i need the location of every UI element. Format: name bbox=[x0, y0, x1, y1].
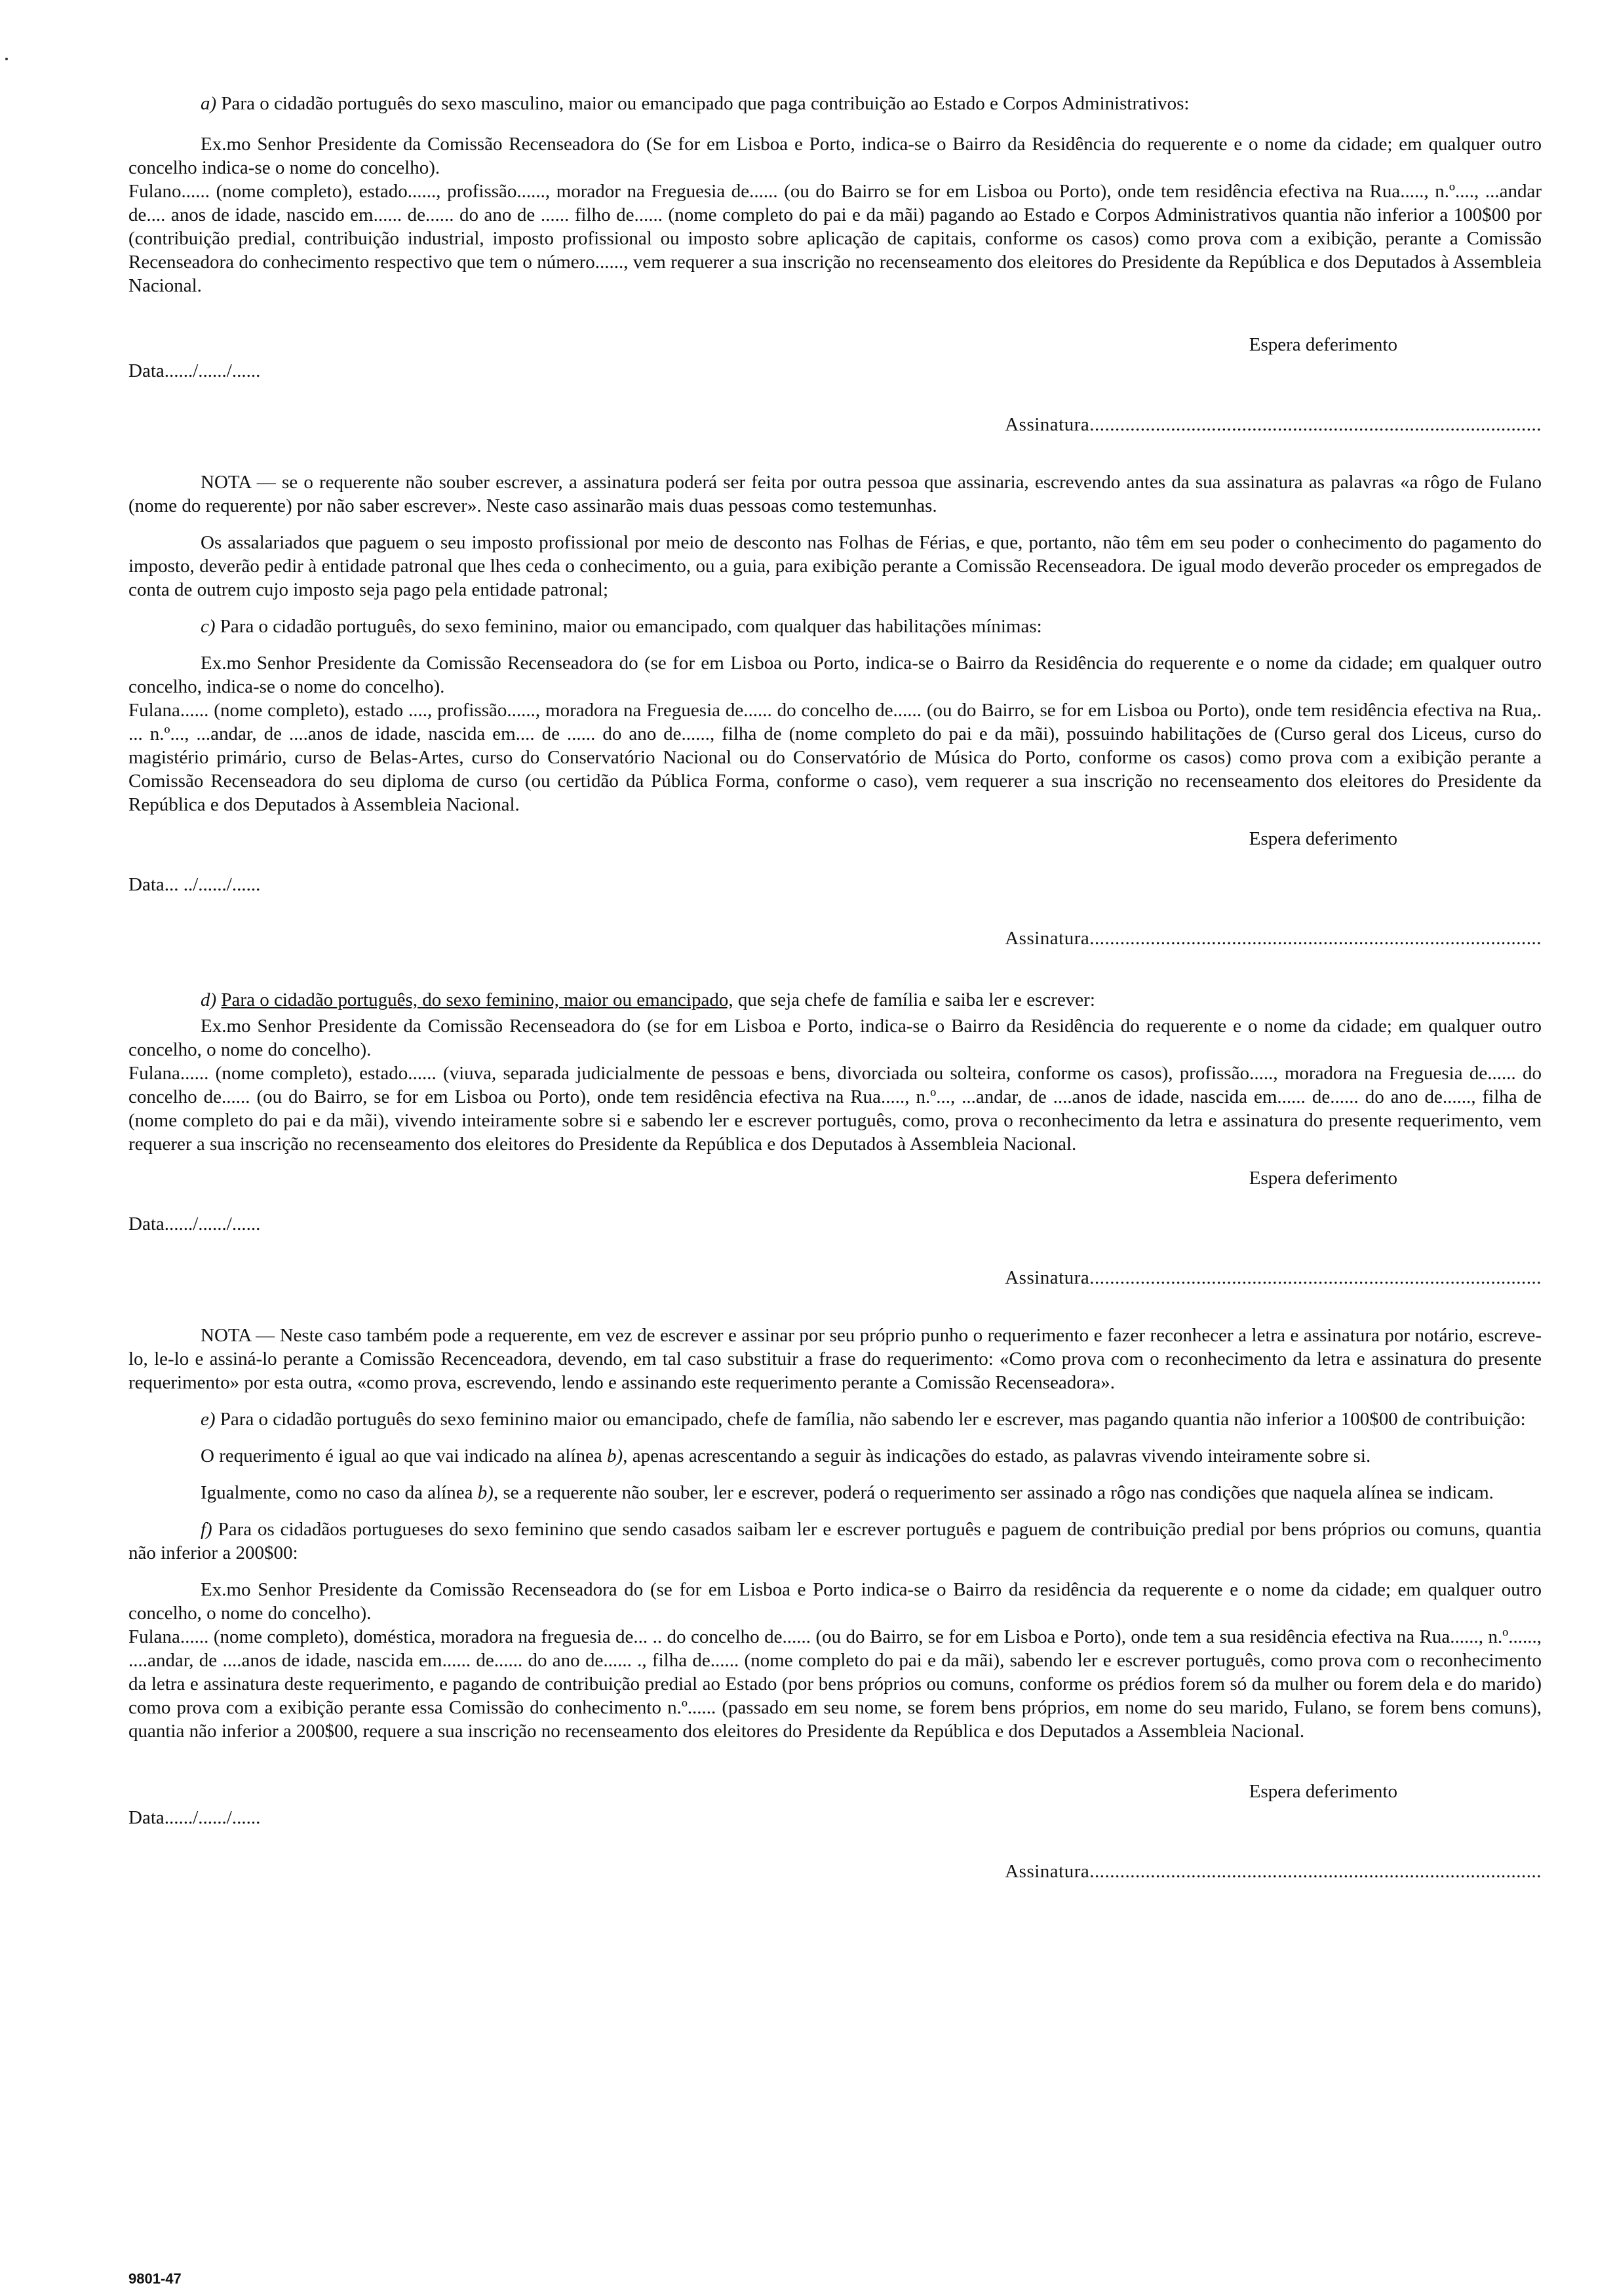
section-a-data: Data....../....../...... bbox=[128, 360, 261, 381]
section-d-heading-underlined: Para o cidadão português, do sexo feminino, maior ou emancipado, bbox=[221, 989, 733, 1010]
section-e-body1-a: O requerimento é igual ao que vai indicado na alínea bbox=[201, 1445, 608, 1466]
section-d-data: Data....../....../...... bbox=[128, 1214, 261, 1234]
section-a-letter: a) bbox=[201, 93, 217, 114]
section-a-address: Ex.mo Senhor Presidente da Comissão Recenseadora do (Se for em Lisboa e Porto, indica-se o Bairro da Residência do requerente e o nome da cidade; em qualquer outro concelho indica-se o nome do concelho). bbox=[128, 134, 1542, 178]
section-f-letter: f) bbox=[201, 1519, 212, 1540]
section-e-body1-b: , apenas acrescentando a seguir às indicações do estado, as palavras vivendo inteiramente sobre si. bbox=[623, 1445, 1371, 1466]
section-d-heading bbox=[128, 988, 1542, 1012]
section-d-espera: Espera deferimento bbox=[1249, 1168, 1397, 1189]
section-f-heading bbox=[128, 1518, 1542, 1565]
section-e bbox=[128, 1407, 1542, 1504]
section-c-heading bbox=[128, 615, 1542, 638]
section-a-heading bbox=[128, 92, 1542, 115]
section-c-letter: c) bbox=[201, 616, 216, 637]
section-a-heading-text: Para o cidadão português do sexo masculino, maior ou emancipado que paga contribuição ao Estado e Corpos Administrativos: bbox=[221, 93, 1190, 114]
section-c-espera: Espera deferimento bbox=[1249, 828, 1397, 849]
document-page bbox=[128, 92, 1542, 1883]
section-d-body: Fulana...... (nome completo), estado...... (viuva, separada judicialmente de pessoas e bens, divorciada ou solteira, conforme os casos), profissão....., moradora na Freguesia de...... do concelho de...... (ou do Bairro, se for em Lisboa ou Porto), onde tem residência efectiva na Rua....., n.º..., ...andar, de ....anos de idade, nascida em...... de...... do ano de......, filha de (nome completo do pai e da mãi), vivendo inteiramente sobre si e sabendo ler e escrever português, como, prova o reconhecimento da letra e assinatura do presente requerimento, vem requerer a sua inscrição no recenseamento dos eleitores do Presidente da República e dos Deputados à Assembleia Nacional. bbox=[128, 1063, 1542, 1155]
section-a-nota: NOTA — se o requerente não souber escrever, a assinatura poderá ser feita por outra pessoa que assinaria, escrevendo antes da sua assinatura as palavras «a rôgo de Fulano (nome do requerente) por não saber escrever». Neste caso assinarão mais duas pessoas como testemunhas. bbox=[128, 472, 1542, 516]
section-f-heading-text: Para os cidadãos portugueses do sexo feminino que sendo casados saibam ler e escrever português e paguem de contribuição predial por bens próprios ou comuns, quantia não inferior a 200$00: bbox=[128, 1519, 1542, 1563]
section-f-address: Ex.mo Senhor Presidente da Comissão Recenseadora do (se for em Lisboa e Porto indica-se o Bairro da residência da requerente e o nome da cidade; em qualquer outro concelho, o nome do concelho). bbox=[128, 1579, 1542, 1624]
section-e-body1-ref: b) bbox=[607, 1445, 623, 1466]
section-c-body: Fulana...... (nome completo), estado ...., profissão......, moradora na Freguesia de...... do concelho de...... (ou do Bairro, se for em Lisboa ou Porto), onde tem residência efectiva na Rua,. ... n.º..., ...andar, de ....anos de idade, nascida em.... de ...... do ano de......, filha de (nome completo do pai e da mãi), possuindo habilitações de (Curso geral dos Liceus, curso do magistério primário, curso de Belas-Artes, curso do Conservatório Nacional ou do Conservatório de Música do Porto, conforme os casos) como prova com a exibição perante a Comissão Recenseadora do seu diploma de curso (ou certidão da Pública Forma, conforme o caso), vem requerer a sua inscrição no recenseamento dos eleitores do Presidente da República e dos Deputados à Assembleia Nacional. bbox=[128, 700, 1542, 815]
section-c-data: Data... ../....../...... bbox=[128, 874, 261, 895]
section-c-assinatura: Assinatura......................................................................................... bbox=[1005, 928, 1542, 949]
section-a-espera: Espera deferimento bbox=[1249, 334, 1397, 355]
section-f-assinatura: Assinatura......................................................................................... bbox=[1005, 1861, 1542, 1882]
section-f-data: Data....../....../...... bbox=[128, 1807, 261, 1828]
section-a-body: Fulano...... (nome completo), estado......, profissão......, morador na Freguesia de...... (ou do Bairro se for em Lisboa ou Porto), onde tem residência efectiva na Rua....., n.º...., ...andar de.... anos de idade, nascido em...... de...... do ano de ...... filho de...... (nome completo do pai e da mãi) pagando ao Estado e Corpos Administrativos quantia não inferior a 100$00 por (contribuição predial, contribuição industrial, imposto profissional ou imposto sobre aplicação de capitais, conforme os casos) como prova com a exibição, perante a Comissão Recenseadora do conhecimento respectivo que tem o número......, vem requerer a sua inscrição no recenseamento dos eleitores do Presidente da República e dos Deputados à Assembleia Nacional. bbox=[128, 181, 1542, 296]
section-e-heading bbox=[128, 1407, 1542, 1431]
section-e-body2-ref: b) bbox=[477, 1482, 494, 1503]
section-f-body: Fulana...... (nome completo), doméstica, moradora na freguesia de... .. do concelho de...... (ou do Bairro, se for em Lisboa e Porto), onde tem a sua residência efectiva na Rua......, n.º......, ....andar, de ....anos de idade, nascida em...... de...... do ano de...... ., filha de...... (nome completo do pai e da mãi), sabendo ler e escrever português, como prova com o reconhecimento da letra e assinatura deste requerimento, e pagando de contribuição predial ao Estado (por bens próprios ou comuns, conforme os prédios forem só da mulher ou forem dela e do marido) como prova com a exibição perante essa Comissão do conhecimento n.º...... (passado em seu nome, se forem bens próprios, em nome do seu marido, Fulano, se forem bens comuns), quantia não inferior a 200$00, requere a sua inscrição no recenseamento dos eleitores do Presidente da República e dos Deputados a Assembleia Nacional. bbox=[128, 1626, 1542, 1742]
section-d-assinatura: Assinatura......................................................................................... bbox=[1005, 1267, 1542, 1288]
section-d-address: Ex.mo Senhor Presidente da Comissão Recenseadora do (se for em Lisboa e Porto, indica-se o Bairro da Residência do requerente e o nome da cidade; em qualquer outro concelho, o nome do concelho). bbox=[128, 1016, 1542, 1060]
section-a-assinatura: Assinatura......................................................................................... bbox=[1005, 414, 1542, 435]
section-f bbox=[128, 1518, 1542, 1883]
section-d-nota: NOTA — Neste caso também pode a requerente, em vez de escrever e assinar por seu próprio punho o requerimento e fazer reconhecer a letra e assinatura por notário, escreve-lo, le-lo e assiná-lo perante a Comissão Recenceadora, devendo, em tal caso substituir a frase do requerimento: «Como prova com o reconhecimento da letra e assinatura do presente requerimento» por esta outra, «como prova, escrevendo, lendo e assinando este requerimento perante a Comissão Recenseadora». bbox=[128, 1325, 1542, 1393]
section-e-heading-text: Para o cidadão português do sexo feminino maior ou emancipado, chefe de família, não sabendo ler e escrever, mas pagando quantia não inferior a 100$00 de contribuição: bbox=[220, 1409, 1526, 1430]
section-e-body2 bbox=[128, 1481, 1542, 1504]
section-e-body2-b: , se a requerente não souber, ler e escrever, poderá o requerimento ser assinado a rôgo nas condições que naquela alínea se indicam. bbox=[493, 1482, 1494, 1503]
section-e-body1 bbox=[128, 1444, 1542, 1468]
scan-speck bbox=[5, 58, 8, 60]
section-a bbox=[128, 92, 1542, 602]
section-d-letter: d) bbox=[201, 989, 217, 1010]
section-c-heading-text: Para o cidadão português, do sexo feminino, maior ou emancipado, com qualquer das habilitações mínimas: bbox=[220, 616, 1042, 637]
section-d-heading-rest: que seja chefe de família e saiba ler e escrever: bbox=[733, 989, 1095, 1010]
section-c-address: Ex.mo Senhor Presidente da Comissão Recenseadora do (se for em Lisboa ou Porto, indica-se o Bairro da Residência do requerente e o nome da cidade; em qualquer outro concelho, indica-se o nome do concelho). bbox=[128, 653, 1542, 697]
section-c bbox=[128, 615, 1542, 950]
section-a-assalariados: Os assalariados que paguem o seu imposto profissional por meio de desconto nas Folhas de Férias, e que, portanto, não têm em seu poder o conhecimento do pagamento do imposto, deverão pedir à entidade patronal que lhes ceda o conhecimento, ou a guia, para exibição perante a Comissão Recenseadora. De igual modo deverão proceder os empregados de conta de outrem cujo imposto seja pago pela entidade patronal; bbox=[128, 532, 1542, 600]
print-code: 9801-47 bbox=[128, 2270, 182, 2287]
section-e-body2-a: Igualmente, como no caso da alínea bbox=[201, 1482, 478, 1503]
section-d bbox=[128, 988, 1542, 1394]
section-f-espera: Espera deferimento bbox=[1249, 1781, 1397, 1802]
section-e-letter: e) bbox=[201, 1409, 216, 1430]
